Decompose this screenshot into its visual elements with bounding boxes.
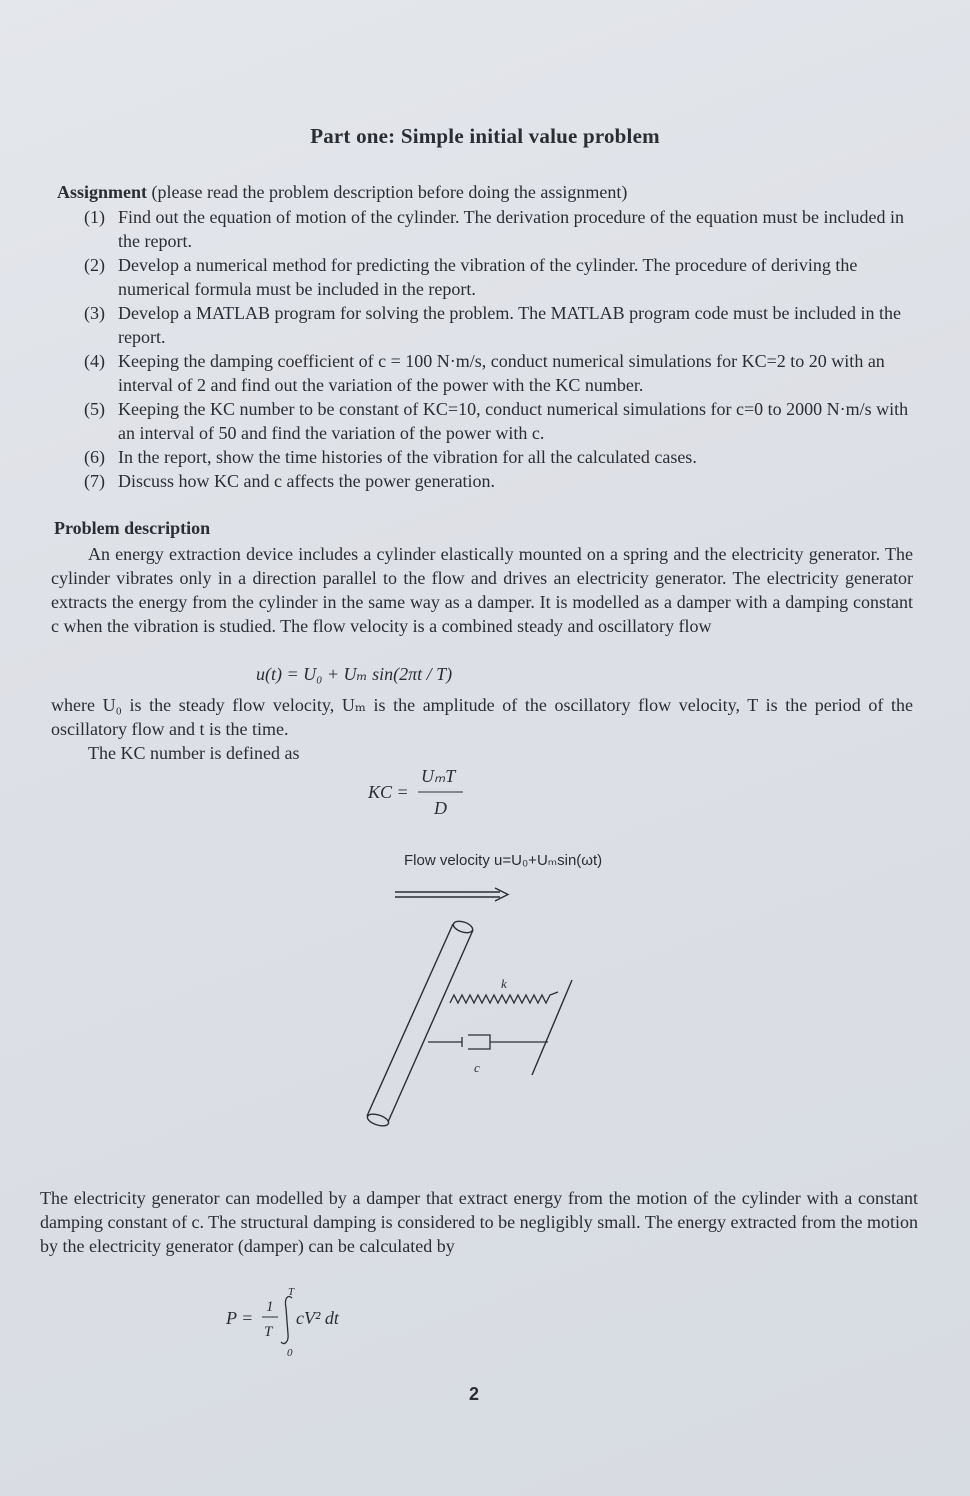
power-equation-graphic <box>226 1284 376 1360</box>
task-item <box>84 253 914 301</box>
power-fraction-numerator: 1 <box>266 1299 274 1315</box>
integral-sign-icon <box>281 1296 292 1343</box>
flow-arrow-icon <box>395 888 508 901</box>
power-equation <box>226 1284 376 1365</box>
page-number: 2 <box>469 1384 480 1404</box>
power-equation-lhs: P = <box>226 1308 254 1328</box>
task-number: (3) <box>84 303 105 323</box>
flow-velocity-equation: u(t) = U₀ + Uₘ sin(2πt / T) <box>256 664 453 684</box>
integral-upper-limit: T <box>288 1286 295 1298</box>
task-number: (1) <box>84 207 105 227</box>
task-item <box>84 397 914 445</box>
damper-label: c <box>474 1060 480 1075</box>
task-item <box>84 349 914 397</box>
cylinder-diagram-svg <box>350 840 590 1140</box>
power-fraction-denominator: T <box>264 1324 273 1340</box>
task-item <box>84 301 914 349</box>
integral-lower-limit: 0 <box>287 1347 293 1359</box>
problem-paragraph-4: The electricity generator can modelled by a damper that extract energy from the motion of the cylinder with a constant damping constant of c. The structural damping is considered to be negligibly small. The energy extracted from the motion by the electricity generator (damper) can be calculated by <box>40 1188 918 1256</box>
flow-velocity-label: Flow velocity u=U₀+Uₘsin(ωt) <box>404 852 603 869</box>
task-number: (6) <box>84 447 105 467</box>
task-text: Keeping the damping coefficient of c = 100 N·m/s, conduct numerical simulations for KC=2 to 20 with an interval of 2 and find out the variation of the power with the KC number. <box>118 351 885 395</box>
kc-equation-lhs: KC = <box>368 782 409 802</box>
problem-paragraph-2: where U₀ is the steady flow velocity, Uₘ is the amplitude of the oscillatory flow velocity, T is the period of the oscillatory flow and t is the time. <box>51 695 913 739</box>
kc-equation-numerator: UₘT <box>421 766 456 786</box>
page-title: Part one: Simple initial value problem <box>310 124 660 148</box>
task-text: Discuss how KC and c affects the power generation. <box>118 471 496 491</box>
kc-equation-denominator: D <box>434 798 447 818</box>
kc-equation <box>368 762 478 829</box>
problem-heading: Problem description <box>54 518 211 538</box>
spring-label: k <box>501 976 507 991</box>
power-integrand: cV² dt <box>296 1308 339 1328</box>
task-item <box>84 205 914 253</box>
task-number: (7) <box>84 471 105 491</box>
task-text: In the report, show the time histories of the vibration for all the calculated cases. <box>118 447 697 467</box>
task-number: (4) <box>84 351 105 371</box>
assignment-note: (please read the problem description before doing the assignment) <box>151 182 628 202</box>
cylinder-shape <box>366 919 474 1128</box>
task-item <box>84 469 914 493</box>
task-item <box>84 445 914 469</box>
assignment-heading-label: Assignment <box>57 182 148 202</box>
task-number: (5) <box>84 399 105 419</box>
task-list <box>84 205 914 493</box>
task-number: (2) <box>84 255 105 275</box>
task-text: Develop a numerical method for predicting the vibration of the cylinder. The procedure of deriving the numerical formula must be included in the report. <box>118 255 858 299</box>
problem-paragraph-3: The KC number is defined as <box>88 743 300 763</box>
task-text: Keeping the KC number to be constant of KC=10, conduct numerical simulations for c=0 to 2000 N·m/s with an interval of 50 and find the variation of the power with c. <box>118 399 909 443</box>
damper-shape <box>428 1035 548 1049</box>
task-text: Develop a MATLAB program for solving the problem. The MATLAB program code must be included in the report. <box>118 303 902 347</box>
kc-equation-graphic <box>368 762 478 824</box>
cylinder-diagram <box>350 840 590 1145</box>
assignment-heading <box>57 182 627 203</box>
spring-shape <box>450 992 558 1003</box>
problem-paragraph-1: An energy extraction device includes a cylinder elastically mounted on a spring and the electricity generator. The cylinder vibrates only in a direction parallel to the flow and drives an electricity generator. The electricity generator extracts the energy from the cylinder in the same way as a damper. It is modelled as a damper with a damping constant c when the vibration is studied. The flow velocity is a combined steady and oscillatory flow <box>51 544 913 636</box>
task-text: Find out the equation of motion of the cylinder. The derivation procedure of the equation must be included in the report. <box>118 207 904 251</box>
